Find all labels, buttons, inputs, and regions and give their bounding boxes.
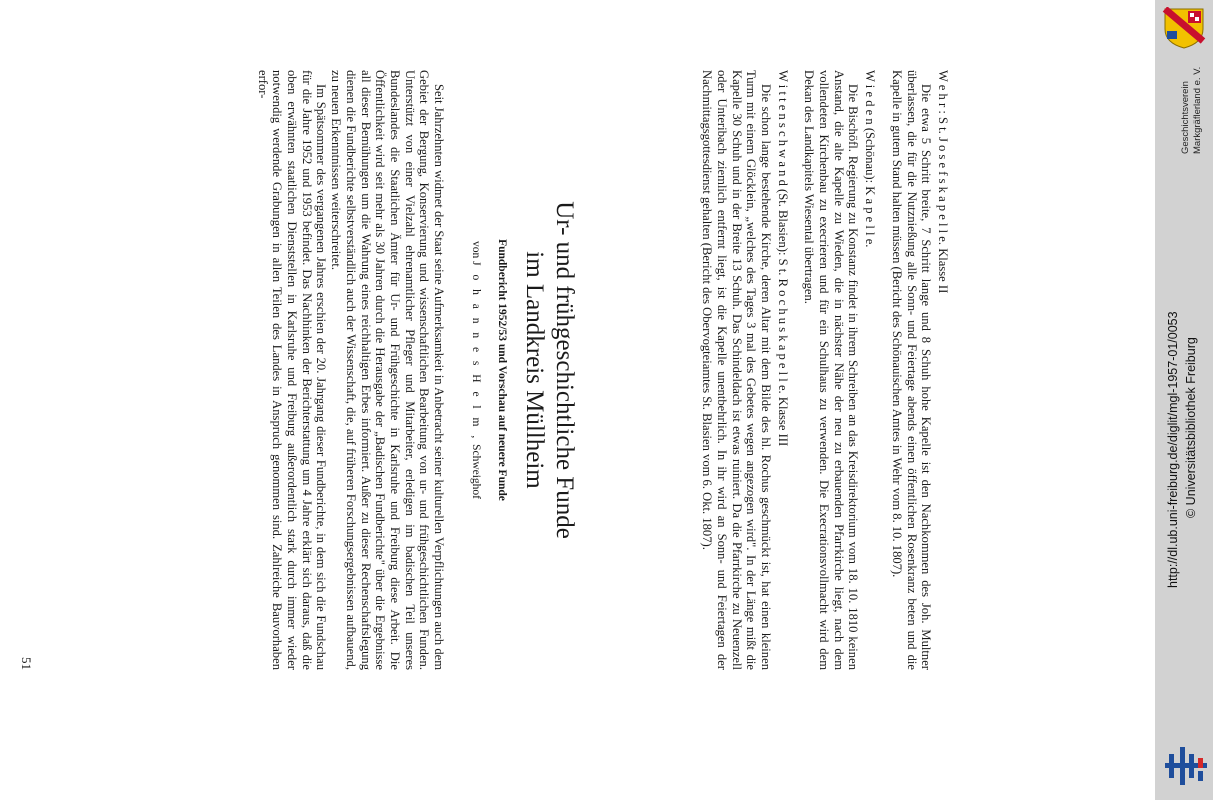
article-paragraph: Im Spätsommer des vergangenen Jahres erschien der 20. Jahrgang dieser Fundberichte, in dem sich die Fundschau für die Jahre 1952 und 1953 befindet. Das Nachhinken der Berichterstattung um 4 Jahre erklärt sich daraus, daß die oben erwähnten staatlichen Dienststellen in Karlsruhe und Freiburg außerordentlich stark durch immer wieder notwendig werdende Grabungen in allen Teilen des Landes in Anspruch genommen sind. Zahlreiche Bauvorhaben erfor- bbox=[255, 70, 329, 670]
section-heading bbox=[862, 70, 877, 670]
article-title-line-2: im Landkreis Müllheim bbox=[521, 251, 549, 489]
article-body bbox=[255, 70, 446, 670]
library-logo-icon bbox=[1165, 745, 1207, 787]
place-name: W i t t e n s c h w a n d (St. Blasien): bbox=[775, 70, 790, 256]
section-wieden bbox=[802, 70, 878, 670]
section-text: Die schon lange bestehende Kirche, deren Altar mit dem Bilde des hl. Rochus geschmückt ist, hat einen kleinen Turm mit einem Glöcklein, „welches des Tages 3 mal des Gebetes wegen angezogen wird". In der Länge mißt die Kapelle 30 Schuh und in der Breite 13 Schuh. Das Schindeldach ist etwas ruiniert. Da die Pfarrkirche zu Neuenzell oder Unteribach ziemlich entfernt liegt, ist die Kapelle unentbehrlich. In ihr wird an Sonn- und Feiertagen der Nachmittagsgottesdienst gehalten (Bericht des Obervogteiamtes St. Blasien vom 6. Okt. 1807). bbox=[700, 70, 773, 670]
section-wehr bbox=[889, 70, 950, 670]
chapel-name: S t. J o s e f s k a p e l l e. bbox=[936, 117, 950, 246]
chapel-name: K a p e l l e. bbox=[863, 186, 878, 248]
society-name-line-1: Geschichtsverein bbox=[1180, 81, 1191, 154]
place-name: W e h r : bbox=[936, 70, 950, 114]
chapel-class: Klasse III bbox=[775, 396, 790, 447]
place-name: W i e d e n (Schönau): bbox=[863, 70, 878, 184]
article-paragraph: Seit Jahrzehnten widmet der Staat seine Aufmerksamkeit in Anbetracht seiner kulturellen Verpflichtungen auch dem Gebiet der Bergung, Konservierung und wissenschaftlichen Bearbeitung von ur- und frühgeschichtlichen Funden. Unterstützt von einer Vielzahl ehrenamtlicher Pfleger und Mitarbeiter, erledigen im badischen Teil unseres Bundeslandes die Staatlichen Ämter für Ur- und Frühgeschichte in Karlsruhe und Freiburg diese Arbeit. Die Öffentlichkeit wird seit mehr als 30 Jahren durch die Herausgabe der „Badischen Fundberichte" über die Ergebnisse all dieser Bemühungen um die Wahrung eines reichhaltigen Erbes informiert. Außer zu dieser Rechenschaftslegung dienen die Fundberichte selbstverständlich auch der Wissenschaft, die, auf früheren Forschungsergebnissen aufbauend, zu neuen Erkenntnissen weiterschreitet. bbox=[329, 70, 447, 670]
permalink-url[interactable]: http://dl.ub.uni-freiburg.de/diglit/mgl-1957-01/0053 bbox=[1166, 311, 1180, 588]
article-title bbox=[519, 70, 579, 670]
author-name: J o h a n n e s H e l m , bbox=[469, 261, 482, 442]
page-number: 51 bbox=[18, 657, 34, 670]
author-place: Schweighof bbox=[469, 444, 482, 500]
section-text: Die Bischöfl. Regierung zu Konstanz findet in ihrem Schreiben an das Kreisdirektorium vom 18. 10. 1810 keinen Anstand, die alte Kapelle zu Wieden, die in nächster Nähe der neu zu erbauenden Pfarrkirche liegt, nach dem vollendeten Kirchenbau zu execrieren und für ein Schulhaus zu verwenden. Die Execrationsvollmacht wird dem Dekan des Landkapitels Wiesental übertragen. bbox=[802, 70, 861, 670]
copyright-notice: © Universitätsbibliothek Freiburg bbox=[1184, 337, 1198, 518]
author-prefix: von bbox=[469, 240, 482, 259]
section-heading bbox=[775, 70, 790, 670]
article-title-line-1: Ur- und frühgeschichtliche Funde bbox=[551, 201, 579, 539]
section-wittenschwand bbox=[699, 70, 789, 670]
section-heading bbox=[935, 70, 950, 670]
article-author bbox=[468, 70, 483, 670]
article-subtitle: Fundbericht 1952/53 und Vorschau auf neuere Funde bbox=[496, 239, 509, 501]
chapel-name: S t. R o c h u s k a p e l l e. bbox=[775, 258, 790, 394]
society-name-line-2: Markgräflerland e. V. bbox=[1192, 66, 1203, 154]
section-text: Die etwa 5 Schritt breite, 7 Schritt lange und 8 Schuh hohe Kapelle ist den Nachkommen des Joh. Multner überlassen, die für die Nutznießung alle Sonn- und Feiertage abends einen öffentlichen Rosenkranz beten und die Kapelle in gutem Stand halten müssen (Bericht des Schönauischen Amtes in Wehr vom 8. 10. 1807). bbox=[889, 70, 934, 670]
chapel-class: Klasse II bbox=[936, 248, 950, 294]
crest-icon bbox=[1161, 7, 1207, 49]
